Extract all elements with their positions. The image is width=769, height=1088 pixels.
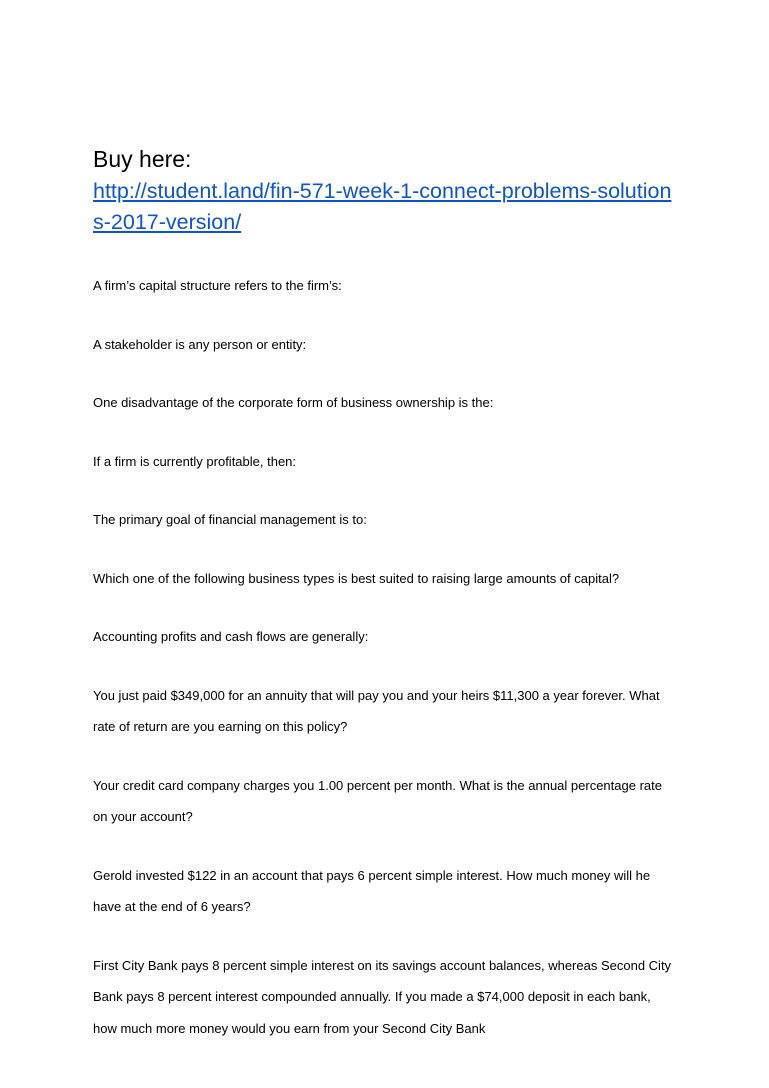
question-list xyxy=(93,270,693,1044)
question-text: The primary goal of financial management is to: xyxy=(93,512,367,527)
question-text: Which one of the following business types is best suited to raising large amounts of capital? xyxy=(93,570,620,586)
document-content xyxy=(93,143,693,1071)
question-text: Your credit card company charges you 1.00 percent per month. What is the annual percentage rate on your account? xyxy=(93,777,662,824)
question-text: If a firm is currently profitable, then: xyxy=(93,453,297,469)
question-text: One disadvantage of the corporate form of business ownership is the: xyxy=(93,395,494,410)
question-text: A firm’s capital structure refers to the firm’s: xyxy=(93,278,342,293)
question-text: You just paid $349,000 for an annuity that will pay you and your heirs $11,300 a year forever. What rate of return are you earning on this policy? xyxy=(93,687,660,734)
question-text: First City Bank pays 8 percent simple interest on its savings account balances, whereas Second City Bank pays 8 percent interest compounded annually. If you made a $74,000 deposit in each bank, how much more money would you earn from your Second City Bank xyxy=(93,957,672,1036)
question-text: Gerold invested $122 in an account that pays 6 percent simple interest. How much money will he have at the end of 6 years? xyxy=(93,867,651,914)
question-text: Accounting profits and cash flows are generally: xyxy=(93,629,369,644)
purchase-link[interactable]: http://student.land/fin-571-week-1-connect-problems-solutions-2017-version/ xyxy=(93,179,672,234)
question-text: A stakeholder is any person or entity: xyxy=(93,336,307,352)
buy-here-heading: Buy here: xyxy=(93,146,192,172)
